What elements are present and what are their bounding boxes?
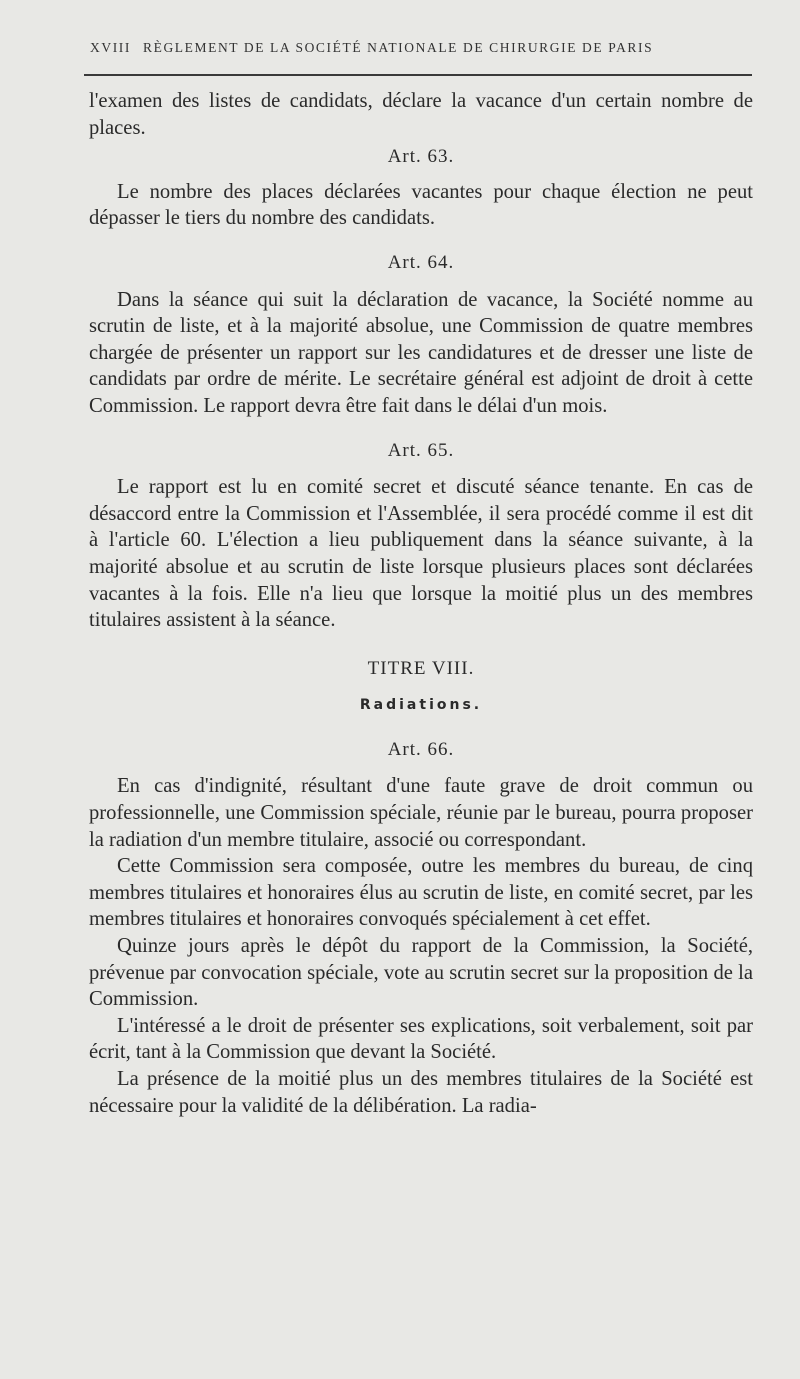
paragraph-art-66-c: Quinze jours après le dépôt du rapport de la Commission, la Société, prévenue par convocation spéciale, vote au scrutin secret sur la proposition de la Commission. — [89, 935, 753, 1011]
paragraph-art-66-a: En cas d'indignité, résultant d'une faute grave de droit commun ou professionnelle, une Commission spéciale, réunie par le bureau, pourra proposer la radiation d'un membre titulaire, associé ou correspondant. — [89, 775, 753, 851]
article-65-heading: Art. 65. — [387, 439, 455, 461]
paragraph-art-66-e: La présence de la moitié plus un des membres titulaires de la Société est nécessaire pour la validité de la délibération. La radia- — [89, 1068, 753, 1117]
section-subtitle: Radiations. — [359, 697, 483, 714]
page-number: XVIII — [90, 40, 131, 55]
paragraph-art-65: Le rapport est lu en comité secret et discuté séance tenante. En cas de désaccord entre la Commission et l'Assemblée, il sera procédé comme il est dit à l'article 60. L'élection a lieu publiquement dans la séance suivante, à la majorité absolue et au scrutin de liste lorsque plusieurs places sont déclarées vacantes à la fois. Elle n'a lieu que lorsque la moitié plus un des membres titulaires assistent à la séance. — [89, 476, 753, 632]
paragraph-continuation: l'examen des listes de candidats, déclare la vacance d'un certain nombre de places. — [89, 90, 753, 139]
article-64-heading: Art. 64. — [387, 251, 455, 273]
paragraph-art-66-b: Cette Commission sera composée, outre les membres du bureau, de cinq membres titulaires et honoraires élus au scrutin de liste, en comité secret, par les membres titulaires et honoraires convoqués spécialement à cet effet. — [89, 855, 753, 931]
paragraph-art-64: Dans la séance qui suit la déclaration de vacance, la Société nomme au scrutin de liste, et à la majorité absolue, une Commission de quatre membres chargée de présenter un rapport sur les candidatures et de dresser une liste de candidats par ordre de mérite. Le secrétaire général est adjoint de droit à cette Commission. Le rapport devra être fait dans le délai d'un mois. — [89, 288, 753, 417]
article-63-heading: Art. 63. — [387, 146, 455, 168]
paragraph-art-63: Le nombre des places déclarées vacantes pour chaque élection ne peut dépasser le tiers du nombre des candidats. — [89, 180, 753, 230]
section-title: TITRE VIII. — [367, 657, 475, 679]
running-title: RÈGLEMENT DE LA SOCIÉTÉ NATIONALE DE CHIRURGIE DE PARIS — [143, 40, 654, 55]
document-body — [89, 88, 753, 1119]
article-66-heading: Art. 66. — [387, 738, 455, 760]
spacer — [89, 420, 753, 434]
paragraph-art-66-d: L'intéressé a le droit de présenter ses explications, soit verbalement, soit par écrit, tant à la Commission que devant la Société. — [89, 1014, 753, 1064]
header-rule — [84, 74, 752, 76]
running-header — [90, 40, 730, 56]
spacer — [89, 232, 753, 246]
